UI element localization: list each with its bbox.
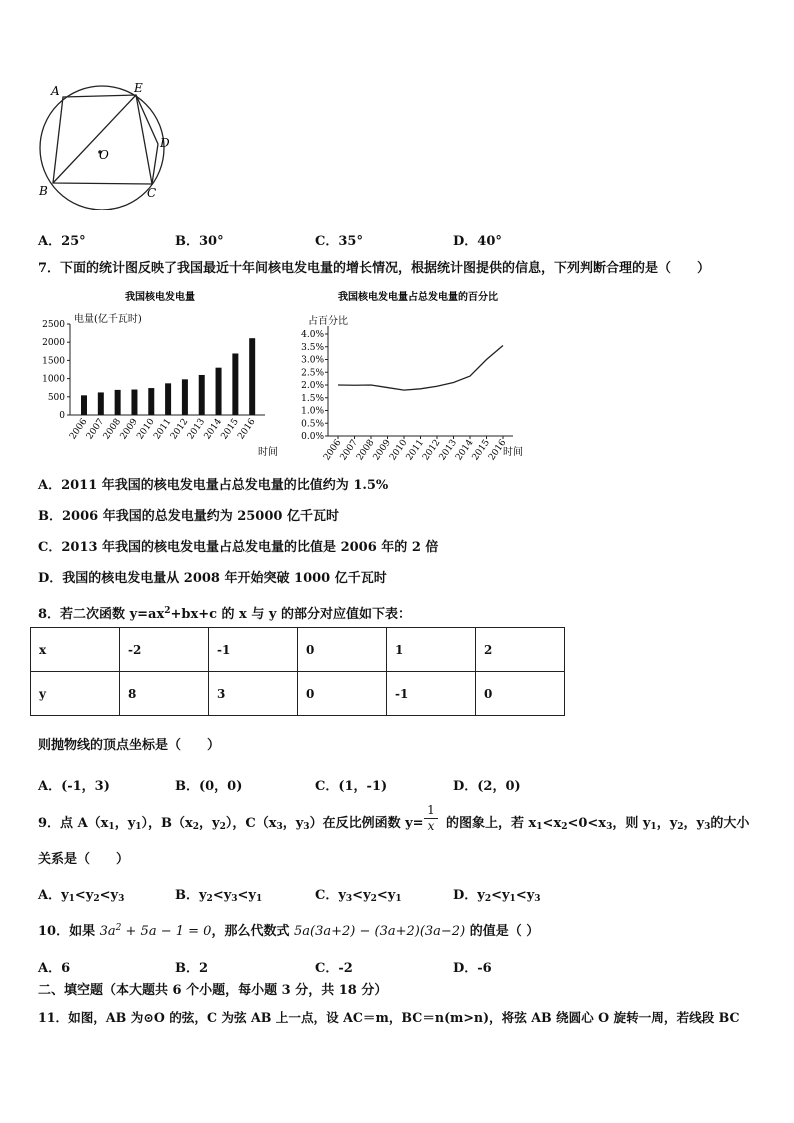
bar-chart-y-tick-label: 500 (47, 392, 65, 403)
bar (249, 338, 255, 415)
equation: $3a^2 + 5a - 1 = 0$ (99, 923, 212, 939)
q8-option-c: C．(1，-1) (315, 779, 388, 794)
section-heading: 二、填空题（本大题共 6 个小题，每小题 3 分，共 18 分） (38, 983, 388, 998)
q9-stem-line1-rest: 的图象上，若 $x_1<x_2<0<x_3$，则 $y_1$，$y_2$，$y_3$的大小 (446, 816, 750, 832)
line-chart-y-tick-label: 0.5% (301, 419, 324, 430)
q6-option-b: B．30° (175, 234, 224, 249)
line-chart-x-tick-label: 2008 (355, 437, 377, 463)
bar-chart-x-tick-label: 2013 (185, 416, 208, 442)
q8-question: 则抛物线的顶点坐标是（ ） (38, 738, 221, 753)
bar (115, 390, 121, 415)
fraction-denominator: x (424, 818, 438, 834)
line-chart-y-tick-label: 4.0% (301, 330, 324, 340)
label-a: A (51, 84, 60, 98)
bar (98, 392, 104, 415)
line-chart-x-tick-label: 2015 (470, 437, 492, 463)
series-line (338, 345, 503, 390)
line-chart-y-tick-label: 3.0% (301, 355, 324, 366)
expression: 5a(3a+2) − (3a+2)(3a−2) (293, 924, 466, 939)
label-e: E (134, 81, 143, 95)
bar-chart-x-tick-label: 2014 (202, 416, 225, 442)
q7-option-d: D．我国的核电发电量从 2008 年开始突破 1000 亿千瓦时 (38, 571, 387, 586)
value-table (30, 627, 565, 716)
q10-option-b: B．2 (175, 961, 209, 976)
q7-option-b: B．2006 年我国的总发电量约为 25000 亿千瓦时 (38, 509, 339, 524)
line-chart-x-tick-label: 2007 (338, 437, 360, 463)
line-chart-x-tick-label: 2014 (454, 437, 476, 463)
line-chart-x-tick-label: 2012 (421, 437, 443, 463)
diagonal-eb (53, 95, 136, 183)
fraction-numerator: 1 (427, 803, 435, 817)
table-cell: -1 (387, 672, 476, 716)
q10-option-d: D．-6 (453, 961, 492, 976)
label-o: O (99, 148, 109, 162)
line-chart-y-tick-label: 1.5% (301, 393, 324, 404)
q9-option-b: B．$y_2<y_3<y_1$ (175, 888, 263, 904)
line-chart-x-tick-label: 2006 (322, 437, 344, 463)
fraction (424, 803, 438, 834)
quadrilateral-abce (53, 95, 152, 184)
q6-option-a: A．25° (38, 234, 86, 249)
bar-chart-x-tick-label: 2007 (84, 416, 107, 442)
bar-chart-y-tick-label: 2000 (42, 338, 65, 349)
bar (182, 379, 188, 415)
bar-chart-x-tick-label: 2016 (236, 416, 258, 442)
bar-chart-x-tick-label: 2010 (135, 416, 157, 442)
q7-option-a: A．2011 年我国的核电发电量占总发电量的比值约为 1.5% (38, 478, 389, 493)
bar-chart-ylabel: 电量(亿千瓦时) (74, 314, 142, 325)
table-cell: 8 (120, 672, 209, 716)
label-d: D (160, 136, 170, 150)
q8-option-a: A．(-1，3) (38, 779, 110, 794)
q8-option-b: B．(0，0) (175, 779, 243, 794)
bar-chart-x-tick-label: 2008 (101, 416, 124, 442)
table-cell: 3 (209, 672, 298, 716)
bar-chart-y-tick-label: 1500 (42, 356, 65, 367)
bar-chart-y-tick-label: 0 (59, 411, 65, 421)
line-chart-ylabel: 占百分比 (308, 316, 348, 327)
bar-chart-x-tick-label: 2012 (169, 416, 191, 442)
q6-option-d: D．40° (453, 234, 502, 249)
q9-option-d: D．$y_2<y_1<y_3$ (453, 888, 541, 904)
bar (216, 368, 222, 415)
bar-chart-x-tick-label: 2015 (219, 416, 241, 442)
line-chart-y-tick-label: 3.5% (301, 342, 324, 353)
line-chart-x-tick-label: 2011 (404, 437, 426, 463)
table-cell: y (31, 672, 120, 716)
table-row (31, 628, 565, 672)
table-cell: 2 (476, 628, 565, 672)
line-chart-x-tick-label: 2010 (388, 437, 410, 463)
bar (165, 383, 171, 415)
label-b: B (39, 184, 48, 198)
bar (199, 375, 205, 415)
q10-stem: 10．如果 $3a^2 + 5a - 1 = 0$，那么代数式 5a(3a+2) − (3a+2)(3a−2) 的值是（ ） (38, 923, 540, 939)
table-cell: 0 (298, 628, 387, 672)
q6-option-c: C．35° (315, 234, 363, 249)
q10-option-a: A．6 (38, 961, 71, 976)
table-cell: x (31, 628, 120, 672)
table-row (31, 672, 565, 716)
table-cell: -2 (120, 628, 209, 672)
bar-chart-title: 我国核电发电量 (125, 292, 195, 303)
q9-option-c: C．$y_3<y_2<y_1$ (315, 888, 402, 904)
table-cell: -1 (209, 628, 298, 672)
q7-stem: 7．下面的统计图反映了我国最近十年间核电发电量的增长情况，根据统计图提供的信息，下列判断合理的是（ ） (38, 261, 711, 276)
line-chart-title: 我国核电发电量占总发电量的百分比 (338, 292, 498, 303)
bar-chart-x-tick-label: 2006 (68, 416, 90, 442)
q11-stem: 11．如图，AB 为⊙O 的弦，C 为弦 AB 上一点，设 AC＝m，BC＝n(m>n)，将弦 AB 绕圆心 O 旋转一周，若线段 BC (38, 1010, 740, 1025)
line-chart-x-tick-label: 2013 (437, 437, 459, 463)
bar (131, 390, 137, 415)
q10-option-c: C．-2 (315, 961, 353, 976)
bar-chart-y-tick-label: 2500 (42, 320, 65, 330)
q8-stem: 8．若二次函数 $y=ax^2+bx+c$ 的 x 与 y 的部分对应值如下表： (38, 606, 411, 622)
line-chart (288, 284, 538, 464)
line-chart-y-tick-label: 1.0% (301, 406, 324, 417)
q7-option-c: C．2013 年我国的核电发电量占总发电量的比值是 2006 年的 2 倍 (38, 540, 439, 555)
bar (81, 395, 87, 415)
q9-option-a: A．$y_1<y_2<y_3$ (38, 888, 125, 904)
q9-stem-line2: 关系是（ ） (38, 852, 130, 867)
table-cell: 1 (387, 628, 476, 672)
q8-option-d: D．(2，0) (453, 779, 521, 794)
line-chart-xlabel: 时间 (503, 447, 523, 458)
bar-chart-x-tick-label: 2009 (118, 416, 140, 442)
table-cell: 0 (476, 672, 565, 716)
bar-chart (30, 284, 290, 464)
table-cell: 0 (298, 672, 387, 716)
bar-chart-y-tick-label: 1000 (42, 374, 65, 385)
bar (232, 353, 238, 415)
line-chart-y-tick-label: 2.0% (301, 381, 324, 391)
line-chart-x-tick-label: 2016 (487, 437, 509, 463)
bar (148, 388, 154, 415)
circle-figure (30, 80, 180, 210)
segment-edc (136, 95, 158, 184)
line-chart-y-tick-label: 2.5% (301, 368, 324, 379)
q9-stem-line1: 9．点 $A(x_1$，$y_1$），$B(x_2$，$y_2$），$C(x_3$，$y_3$）在反比例函数 y= (38, 816, 424, 832)
line-chart-y-tick-label: 0.0% (301, 432, 324, 442)
bar-chart-x-tick-label: 2011 (152, 416, 174, 442)
label-c: C (147, 186, 157, 200)
line-chart-x-tick-label: 2009 (371, 437, 393, 463)
bar-chart-xlabel: 时间 (258, 447, 278, 458)
